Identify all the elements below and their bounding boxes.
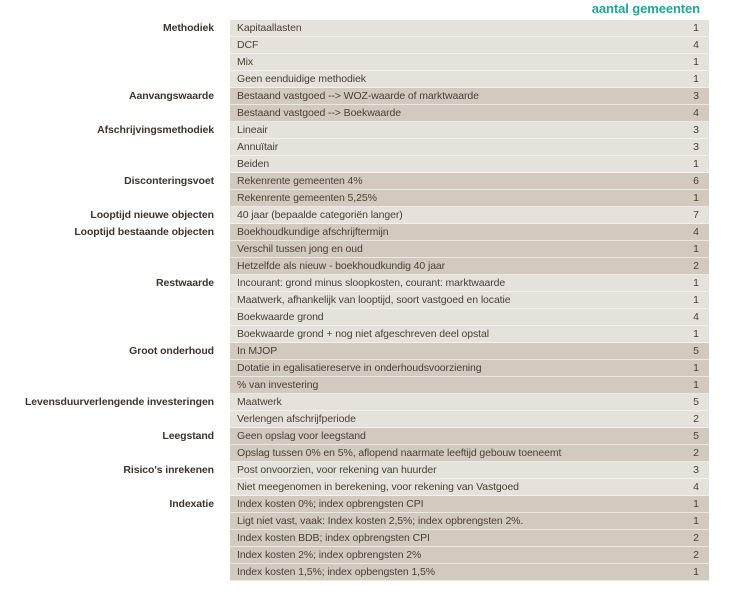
category-label <box>0 54 230 71</box>
table-row <box>0 156 709 173</box>
category-label: Restwaarde <box>156 277 214 289</box>
category-label <box>0 360 230 377</box>
row-content <box>230 190 709 207</box>
option-text: % van investering <box>237 379 319 391</box>
category-label <box>0 258 230 275</box>
count-column-header: aantal gemeenten <box>591 1 700 16</box>
table-row <box>0 275 709 292</box>
option-text: Verschil tussen jong en oud <box>237 243 363 255</box>
table-row <box>0 241 709 258</box>
row-content <box>230 173 709 190</box>
row-content <box>230 139 709 156</box>
count-value: 1 <box>693 73 699 85</box>
row-content <box>230 88 709 105</box>
count-value: 5 <box>693 396 699 408</box>
row-content <box>230 37 709 54</box>
count-value: 1 <box>693 158 699 170</box>
count-value: 1 <box>693 22 699 34</box>
count-value: 2 <box>693 260 699 272</box>
count-value: 1 <box>693 328 699 340</box>
table-row <box>0 105 709 122</box>
option-text: Bestaand vastgoed --> WOZ-waarde of marktwaarde <box>237 90 479 102</box>
count-value: 4 <box>693 481 699 493</box>
count-value: 1 <box>693 498 699 510</box>
option-text: Annuïtair <box>237 141 279 153</box>
option-text: Rekenrente gemeenten 4% <box>237 175 363 187</box>
row-content <box>230 445 709 462</box>
row-content <box>230 224 709 241</box>
table-row <box>0 479 709 496</box>
count-value: 3 <box>693 90 699 102</box>
table-row <box>0 394 709 411</box>
count-value: 2 <box>693 549 699 561</box>
row-content <box>230 71 709 88</box>
count-value: 2 <box>693 532 699 544</box>
table-row <box>0 309 709 326</box>
option-text: Rekenrente gemeenten 5,25% <box>237 192 377 204</box>
category-label <box>0 139 230 156</box>
table-row <box>0 462 709 479</box>
category-label <box>0 292 230 309</box>
category-label <box>0 241 230 258</box>
row-content <box>230 343 709 360</box>
table-row <box>0 564 709 581</box>
row-content <box>230 377 709 394</box>
option-text: Boekhoudkundige afschrijftermijn <box>237 226 389 238</box>
category-label: Looptijd bestaande objecten <box>74 226 214 238</box>
table-row <box>0 258 709 275</box>
table-row <box>0 343 709 360</box>
option-text: Geen opslag voor leegstand <box>237 430 366 442</box>
table-row <box>0 513 709 530</box>
count-value: 1 <box>693 515 699 527</box>
row-content <box>230 258 709 275</box>
count-value: 7 <box>693 209 699 221</box>
option-text: 40 jaar (bepaalde categoriën langer) <box>237 209 403 221</box>
category-label: Levensduurverlengende investeringen <box>24 396 214 408</box>
row-content <box>230 428 709 445</box>
category-label: Aanvangswaarde <box>129 90 214 102</box>
table-row <box>0 411 709 428</box>
count-value: 5 <box>693 430 699 442</box>
table-row <box>0 547 709 564</box>
option-text: Bestaand vastgoed --> Boekwaarde <box>237 107 402 119</box>
row-content <box>230 20 709 37</box>
option-text: DCF <box>237 39 259 51</box>
category-label <box>0 71 230 88</box>
category-label: Leegstand <box>162 430 214 442</box>
row-content <box>230 496 709 513</box>
category-label <box>0 190 230 207</box>
row-content <box>230 292 709 309</box>
category-label <box>0 37 230 54</box>
option-text: Verlengen afschrijfperiode <box>237 413 356 425</box>
option-text: Niet meegenomen in berekening, voor rekening van Vastgoed <box>237 481 519 493</box>
category-label <box>0 309 230 326</box>
table-row <box>0 530 709 547</box>
count-value: 3 <box>693 124 699 136</box>
option-text: Maatwerk, afhankelijk van looptijd, soort vastgoed en locatie <box>237 294 511 306</box>
row-content <box>230 275 709 292</box>
option-text: Opslag tussen 0% en 5%, aflopend naarmate leeftijd gebouw toeneemt <box>237 447 562 459</box>
table-row <box>0 190 709 207</box>
category-label <box>0 445 230 462</box>
count-value: 4 <box>693 107 699 119</box>
count-value: 1 <box>693 243 699 255</box>
option-text: In MJOP <box>237 345 278 357</box>
table-row <box>0 428 709 445</box>
category-label <box>0 156 230 173</box>
count-value: 1 <box>693 56 699 68</box>
count-value: 1 <box>693 277 699 289</box>
option-text: Index kosten BDB; index opbrengsten CPI <box>237 532 430 544</box>
count-value: 4 <box>693 311 699 323</box>
table-row <box>0 224 709 241</box>
row-content <box>230 394 709 411</box>
option-text: Index kosten 0%; index opbrengsten CPI <box>237 498 424 510</box>
category-label: Groot onderhoud <box>129 345 214 357</box>
table-row <box>0 292 709 309</box>
row-content <box>230 54 709 71</box>
category-label: Looptijd nieuwe objecten <box>90 209 214 221</box>
row-content <box>230 105 709 122</box>
category-label: Disconteringsvoet <box>124 175 214 187</box>
count-value: 1 <box>693 192 699 204</box>
category-label: Methodiek <box>162 22 214 34</box>
option-text: Boekwaarde grond <box>237 311 324 323</box>
count-value: 2 <box>693 447 699 459</box>
table-row <box>0 122 709 139</box>
count-value: 6 <box>693 175 699 187</box>
option-text: Ligt niet vast, vaak: Index kosten 2,5%; index opbrengsten 2%. <box>237 515 524 527</box>
row-content <box>230 479 709 496</box>
table-row <box>0 54 709 71</box>
row-content <box>230 326 709 343</box>
row-content <box>230 530 709 547</box>
row-content <box>230 122 709 139</box>
category-label <box>0 564 230 581</box>
option-text: Lineair <box>237 124 268 136</box>
table-row <box>0 71 709 88</box>
methods-table <box>0 20 709 581</box>
row-content <box>230 241 709 258</box>
option-text: Incourant: grond minus sloopkosten, courant: marktwaarde <box>237 277 506 289</box>
option-text: Dotatie in egalisatiereserve in onderhoudsvoorziening <box>237 362 482 374</box>
row-content <box>230 564 709 581</box>
option-text: Index kosten 2%; index opbrengsten 2% <box>237 549 422 561</box>
option-text: Index kosten 1,5%; index opbengsten 1,5% <box>237 566 435 578</box>
table-row <box>0 377 709 394</box>
row-content <box>230 360 709 377</box>
table-row <box>0 445 709 462</box>
option-text: Beiden <box>237 158 270 170</box>
option-text: Maatwerk <box>237 396 282 408</box>
table-row <box>0 139 709 156</box>
count-value: 3 <box>693 141 699 153</box>
category-label: Afschrijvingsmethodiek <box>97 124 214 136</box>
count-value: 1 <box>693 362 699 374</box>
count-value: 4 <box>693 226 699 238</box>
row-content <box>230 309 709 326</box>
count-value: 2 <box>693 413 699 425</box>
count-value: 1 <box>693 294 699 306</box>
category-label <box>0 377 230 394</box>
count-value: 1 <box>693 566 699 578</box>
row-content <box>230 513 709 530</box>
category-label <box>0 105 230 122</box>
category-label <box>0 547 230 564</box>
row-content <box>230 156 709 173</box>
row-content <box>230 547 709 564</box>
option-text: Kapitaallasten <box>237 22 302 34</box>
option-text: Post onvoorzien, voor rekening van huurder <box>237 464 437 476</box>
count-value: 4 <box>693 39 699 51</box>
count-value: 3 <box>693 464 699 476</box>
category-label <box>0 411 230 428</box>
table-row <box>0 20 709 37</box>
row-content <box>230 207 709 224</box>
category-label: Indexatie <box>169 498 214 510</box>
option-text: Hetzelfde als nieuw - boekhoudkundig 40 jaar <box>237 260 446 272</box>
count-value: 5 <box>693 345 699 357</box>
category-label <box>0 513 230 530</box>
category-label: Risico's inrekenen <box>123 464 214 476</box>
table-row <box>0 360 709 377</box>
table-row <box>0 37 709 54</box>
category-label <box>0 479 230 496</box>
option-text: Boekwaarde grond + nog niet afgeschreven deel opstal <box>237 328 489 340</box>
table-row <box>0 88 709 105</box>
table-row <box>0 496 709 513</box>
option-text: Mix <box>237 56 254 68</box>
table-row <box>0 326 709 343</box>
row-content <box>230 411 709 428</box>
table-row <box>0 207 709 224</box>
table-row <box>0 173 709 190</box>
count-value: 1 <box>693 379 699 391</box>
option-text: Geen eenduidige methodiek <box>237 73 366 85</box>
category-label <box>0 530 230 547</box>
row-content <box>230 462 709 479</box>
category-label <box>0 326 230 343</box>
